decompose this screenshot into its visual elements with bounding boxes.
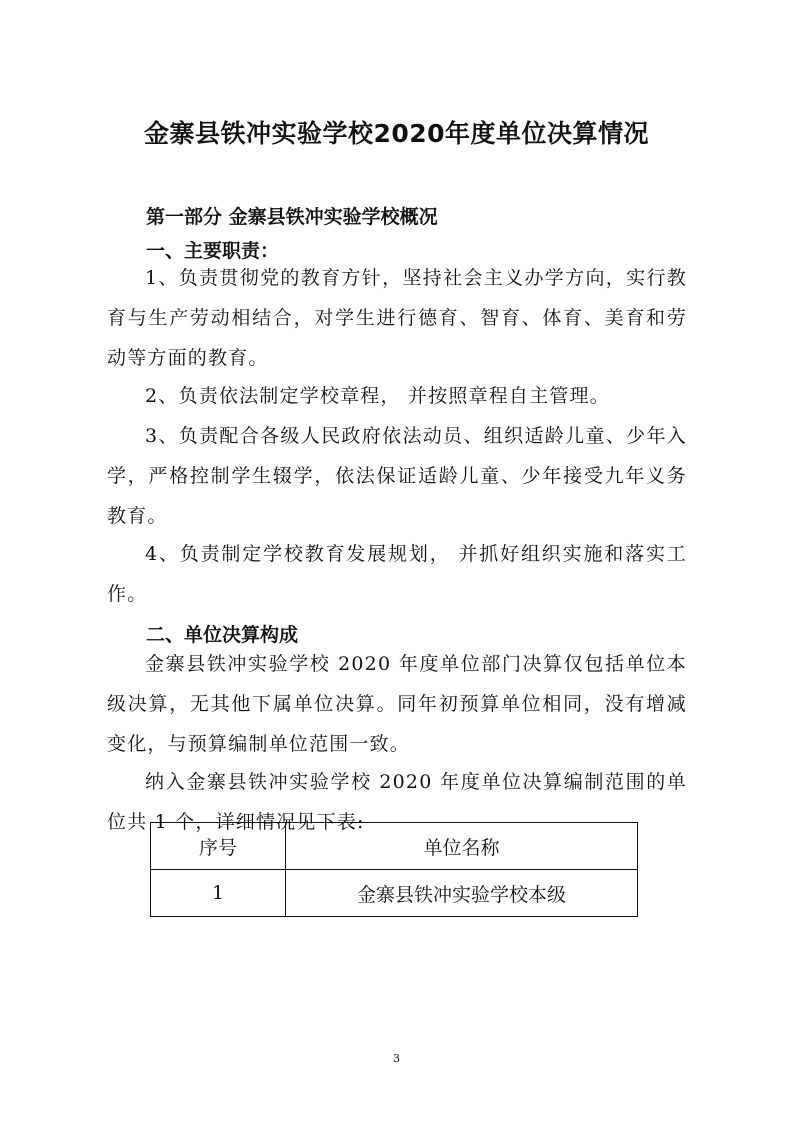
duty-item-2: 2、负责依法制定学校章程， 并按照章程自主管理。	[145, 385, 610, 407]
section-heading-composition: 二、单位决算构成	[146, 624, 299, 646]
table-header-cell: 单位名称	[286, 823, 638, 870]
table-cell: 金寨县铁冲实验学校本级	[286, 870, 638, 917]
table-row	[151, 870, 638, 917]
table-cell: 1	[151, 870, 286, 917]
section-heading-duties: 一、主要职责：	[146, 240, 280, 262]
page-number: 3	[393, 1052, 400, 1065]
scope-paragraph: 纳入金寨县铁冲实验学校 2020 年度单位决算编制范围的单位共 1 个，详细情况见下表:	[107, 771, 687, 833]
unit-table	[150, 822, 638, 917]
duty-item-4: 4、负责制定学校教育发展规划， 并抓好组织实施和落实工作。	[107, 543, 687, 605]
duty-item-3: 3、负责配合各级人民政府依法动员、组织适龄儿童、少年入学，严格控制学生辍学，依法保证适龄儿童、少年接受九年义务教育。	[107, 425, 687, 527]
table-header-row	[151, 823, 638, 870]
part-heading: 第一部分 金寨县铁冲实验学校概况	[146, 206, 438, 228]
duty-item-1: 1、负责贯彻党的教育方针，坚持社会主义办学方向，实行教育与生产劳动相结合，对学生进行德育、智育、体育、美育和劳动等方面的教育。	[107, 267, 687, 369]
table-header-cell: 序号	[151, 823, 286, 870]
composition-paragraph: 金寨县铁冲实验学校 2020 年度单位部门决算仅包括单位本级决算，无其他下属单位决算。同年初预算单位相同，没有增减变化，与预算编制单位范围一致。	[107, 653, 687, 755]
page-title: 金寨县铁冲实验学校2020年度单位决算情况	[143, 119, 650, 148]
